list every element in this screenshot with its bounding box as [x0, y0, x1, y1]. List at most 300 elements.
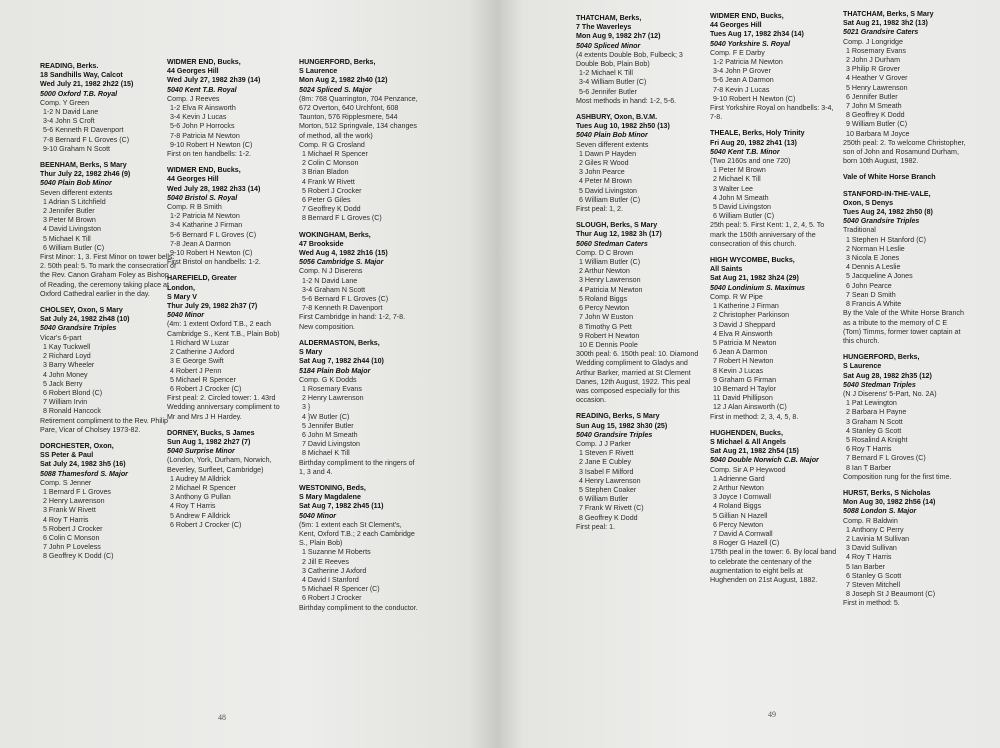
composition-line: (N J Diserens' 5-Part, No. 2A): [843, 389, 937, 398]
composition-line: Comp. R Baldwin: [843, 516, 898, 525]
ringer-line: 6 William Butler (C): [713, 212, 775, 221]
ringer-line: 9 Robert H Newton: [579, 331, 640, 340]
ringer-line: 3 Catherine J Axford: [302, 566, 367, 575]
ringer-line: 6 William Butler (C): [579, 195, 641, 204]
record-heading: WOKINGHAM, Berks,: [299, 230, 371, 239]
method-title: 5060 Stedman Caters: [576, 239, 648, 248]
ringer-line: 2 Michael K Till: [713, 175, 761, 184]
ringer-line: 5 Patricia M Newton: [713, 338, 777, 347]
record-heading: Thur July 22, 1982 2h46 (9): [40, 170, 131, 179]
composition-line: (London, York, Durham, Norwich, Beverley, Surfleet, Cambridge): [167, 456, 272, 474]
record-heading: 18 Sandhills Way, Calcot: [40, 71, 123, 80]
composition-line: Comp. F E Darby: [710, 48, 765, 57]
ringer-line: 1 Richard W Luzar: [170, 338, 229, 347]
composition-line: Comp. J Reeves: [167, 94, 220, 103]
record-heading: HUNGERFORD, Berks,: [843, 353, 920, 362]
ringer-line: 7-8 Bernard F L Groves (C): [43, 135, 130, 144]
method-title: 5040 Plain Bob Minor: [40, 179, 112, 188]
record-heading: 44 Georges Hill: [167, 67, 219, 76]
ringer-line: 8 Ian T Barber: [846, 463, 892, 472]
ringer-line: 4 Robert J Penn: [170, 366, 222, 375]
composition-line: (5m: 1 extent each St Clement's, Kent, Oxford T.B.; 2 each Cambridge S., Plain Bob): [299, 520, 415, 548]
ringer-line: 5-6 Kenneth R Davenport: [43, 126, 124, 135]
record-heading: HUNGERFORD, Berks,: [299, 58, 376, 66]
ringer-line: 2 Lavinia M Sullivan: [846, 534, 910, 543]
ringer-line: 1 Anthony C Perry: [846, 525, 904, 534]
peal-record: [167, 166, 287, 267]
peal-record: [710, 429, 838, 585]
ringer-line: 9 Graham G Firman: [713, 375, 777, 384]
record-heading: 7 The Waverleys: [576, 23, 632, 32]
record-heading: WIDMER END, Bucks,: [710, 12, 784, 20]
ringer-line: 1 William Butler (C): [579, 258, 641, 267]
record-heading: HUGHENDEN, Bucks,: [710, 428, 783, 437]
peal-record: [710, 256, 838, 422]
ringer-line: 6 Robert J Crocker: [302, 594, 362, 603]
right-page-number: 49: [768, 710, 776, 719]
ringer-line: 7 Frank W Rivett (C): [579, 504, 644, 513]
peal-record: [40, 62, 176, 154]
ringer-line: 1 Dawn P Hayden: [579, 149, 637, 158]
method-title: 5040 Plain Bob Minor: [576, 131, 648, 140]
peal-record: [843, 190, 967, 346]
ringer-line: 1 Pat Lewington: [846, 399, 897, 408]
ringer-line: 3 Barry Wheeler: [43, 361, 95, 370]
ringer-line: 2 Arthur Newton: [579, 267, 630, 276]
method-title: 5040 Grandsire Triples: [576, 430, 653, 439]
record-heading: Sat Aug 28, 1982 2h35 (12): [843, 371, 932, 380]
ringer-line: 3 David Sullivan: [846, 544, 897, 553]
record-heading: Sat Aug 21, 1982 3h2 (13): [843, 19, 928, 28]
ringer-line: 3 John Pearce: [579, 168, 625, 177]
ringer-line: 3-4 William Butler (C): [579, 78, 647, 87]
record-heading: Tues Aug 10, 1982 2h50 (13): [576, 122, 670, 131]
peal-record: [299, 58, 419, 224]
composition-line: Comp. G K Dodds: [299, 375, 357, 384]
peal-record: [710, 129, 838, 249]
ringer-line: 6 Jennifer Butler: [846, 92, 898, 101]
ringer-line: 4 Roy T Harris: [43, 515, 89, 524]
ringer-line: 3 Graham N Scott: [846, 417, 903, 426]
ringer-line: 4 David Livingston: [43, 225, 101, 234]
method-title: 5040 Stedman Triples: [843, 380, 916, 389]
ringer-line: 5-6 Bernard F L Groves (C): [170, 230, 257, 239]
record-heading: SLOUGH, Berks, S Mary: [576, 221, 658, 230]
record-heading: Sat Aug 21, 1982 2h54 (15): [710, 447, 799, 456]
ringer-line: 4 John Money: [43, 370, 88, 379]
record-heading: S Laurence: [843, 362, 882, 371]
record-heading: Wed Aug 4, 1982 2h16 (15): [299, 249, 388, 258]
ringer-line: 5 Robert J Crocker: [302, 186, 362, 195]
ringer-line: 6 John M Smeath: [302, 430, 358, 439]
composition-line: Comp. N J Diserens: [299, 267, 363, 276]
footnote: First peal: 1, 2.: [576, 205, 623, 214]
peal-record: [299, 231, 419, 332]
ringer-line: 1-2 Patricia M Newton: [170, 212, 240, 221]
peal-record: [167, 58, 287, 159]
ringer-line: 2 Colin C Monson: [302, 159, 359, 168]
left-column-1: [40, 62, 176, 569]
record-heading: HAREFIELD, Greater: [167, 274, 237, 283]
ringer-line: 5 Stephen Coaker: [579, 485, 637, 494]
ringer-line: 2 Jennifer Butler: [43, 207, 95, 216]
record-heading: Sat Aug 21, 1982 3h24 (29): [710, 274, 799, 283]
record-heading: S Mary Magdalene: [299, 493, 361, 502]
record-heading: Fri Aug 20, 1982 2h41 (13): [710, 138, 797, 147]
method-title: 5040 Bristol S. Royal: [167, 193, 238, 202]
ringer-line: 1-2 N David Lane: [302, 276, 358, 285]
ringer-line: 7 William Irvin: [43, 398, 88, 407]
ringer-line: 8 Ronald Hancock: [43, 407, 101, 416]
ringer-line: 9-10 Robert H Newton (C): [170, 249, 253, 258]
composition-line: (Two 2160s and one 720): [710, 157, 791, 166]
ringer-line: 10 Bernard H Taylor: [713, 384, 776, 393]
ringer-line: 5-6 Jean A Darmon: [713, 76, 774, 85]
method-title: 5024 Spliced S. Major: [299, 85, 372, 94]
ringer-line: 5 David Livingston: [713, 203, 771, 212]
ringer-line: 6 Robert J Crocker (C): [170, 384, 242, 393]
composition-line: Comp. R W Pipe: [710, 292, 763, 301]
ringer-line: 5 Henry Lawrenson: [846, 83, 908, 92]
record-heading: Wed July 27, 1982 2h39 (14): [167, 76, 261, 85]
ringer-line: 3-4 Kevin J Lucas: [170, 113, 227, 122]
ringer-line: 1 Adrian S Litchfield: [43, 197, 106, 206]
right-page: [498, 0, 1000, 748]
ringer-line: 3-4 Katharine J Firman: [170, 221, 243, 230]
record-heading: WIDMER END, Bucks,: [167, 58, 241, 66]
record-heading: 44 Georges Hill: [167, 175, 219, 184]
ringer-line: 6 Robert J Crocker (C): [170, 520, 242, 529]
ringer-line: 10 Barbara M Joyce: [846, 129, 910, 138]
ringer-line: 3 Peter M Brown: [43, 216, 96, 225]
ringer-line: 6 Jean A Darmon: [713, 348, 768, 357]
ringer-line: 7 Steven Mitchell: [846, 580, 901, 589]
record-heading: DORNEY, Bucks, S James: [167, 428, 255, 437]
record-heading: S Mary: [299, 348, 323, 357]
peal-record: [843, 173, 967, 182]
ringer-line: 3-4 John S Croft: [43, 117, 95, 126]
peal-record: [843, 489, 967, 609]
composition-line: Comp. R B Smith: [167, 203, 222, 212]
ringer-line: 7 Robert H Newton: [713, 357, 774, 366]
ringer-line: 3 Henry Lawrenson: [579, 276, 641, 285]
ringer-line: 7-8 Kenneth R Davenport: [302, 304, 383, 313]
ringer-line: 6 William Butler: [579, 495, 629, 504]
ringer-line: 6 Roy T Harris: [846, 445, 892, 454]
record-heading: Sat July 24, 1982 3h5 (16): [40, 460, 126, 469]
ringer-line: 3 Anthony G Pullan: [170, 493, 231, 502]
method-title: 5040 Grandsire Triples: [40, 324, 117, 333]
record-heading: THATCHAM, Berks,: [576, 14, 642, 22]
ringer-line: 4 Roy T Harris: [170, 502, 216, 511]
ringer-line: 5 Ian Barber: [846, 562, 886, 571]
record-heading: Mon Aug 9, 1982 2h7 (12): [576, 32, 661, 41]
ringer-line: 3 Isabel F Milford: [579, 467, 634, 476]
footnote: 175th peal in the tower: 6. By local band to celebrate the centenary of the augmentation to eight bells at Hughenden on 21st August, 1882.: [710, 548, 837, 584]
footnote: First peal: 2. Circled tower: 1. 43rd Wedding anniversary compliment to Mr and Mrs J H Hardey.: [167, 394, 280, 421]
ringer-line: 3 }: [302, 403, 311, 412]
ringer-line: 2 Richard Loyd: [43, 352, 91, 361]
ringer-line: 2 Jane E Cubley: [579, 458, 632, 467]
composition-line: Traditional: [843, 226, 876, 235]
ringer-line: 8 Timothy G Pett: [579, 322, 632, 331]
ringer-line: 3 Nicola E Jones: [846, 254, 900, 263]
record-heading: THATCHAM, Berks, S Mary: [843, 10, 934, 18]
ringer-line: 12 J Alan Ainsworth (C): [713, 403, 787, 412]
ringer-line: 5-6 John P Horrocks: [170, 122, 235, 131]
peal-record: [576, 113, 700, 214]
ringer-line: 11 David Phillipson: [713, 394, 773, 403]
ringer-line: 5 Jacqueline A Jones: [846, 272, 913, 281]
record-heading: All Saints: [710, 265, 743, 274]
ringer-line: 5 Michael R Spencer: [170, 375, 236, 384]
ringer-line: 4 Stanley G Scott: [846, 426, 902, 435]
peal-record: [576, 14, 700, 106]
ringer-line: 1 Adrienne Gard: [713, 474, 765, 483]
peal-record: [710, 12, 838, 122]
record-heading: Sat Aug 7, 1982 2h44 (10): [299, 357, 384, 366]
footnote: First peal: 1.: [576, 522, 616, 531]
ringer-line: 2 Christopher Parkinson: [713, 311, 790, 320]
ringer-line: 3 Frank W Rivett: [43, 506, 96, 515]
record-heading: Oxon, S Denys: [843, 198, 894, 207]
method-title: 5040 Minor: [167, 311, 205, 320]
ringer-line: 4 Patricia M Newton: [579, 285, 643, 294]
method-title: 5040 Yorkshire S. Royal: [710, 39, 791, 48]
record-heading: 47 Brookside: [299, 239, 344, 248]
ringer-line: 8 Roger G Hazell (C): [713, 539, 780, 548]
ringer-line: 7-8 Kevin J Lucas: [713, 85, 770, 94]
record-heading: Vale of White Horse Branch: [843, 173, 936, 182]
peal-record: [299, 339, 419, 477]
method-title: 5040 Grandsire Triples: [843, 217, 920, 226]
ringer-line: 10 E Dennis Poole: [579, 340, 638, 349]
record-heading: Mon Aug 30, 1982 2h56 (14): [843, 498, 936, 507]
ringer-line: 4 Elva R Ainsworth: [713, 329, 773, 338]
ringer-line: 8 Geoffrey K Dodd: [846, 111, 905, 120]
peal-record: [843, 353, 967, 482]
method-title: 5021 Grandsire Caters: [843, 28, 919, 37]
record-heading: ALDERMASTON, Berks,: [299, 338, 380, 347]
ringer-line: 4 Henry Lawrenson: [579, 476, 641, 485]
ringer-line: 5 Jack Berry: [43, 379, 83, 388]
record-heading: Sun Aug 15, 1982 3h30 (25): [576, 421, 668, 430]
record-heading: Mon Aug 2, 1982 2h40 (12): [299, 76, 388, 85]
peal-record: [576, 221, 700, 405]
ringer-line: 5 Roland Biggs: [579, 294, 628, 303]
footnote: First Minor: 1, 3. First Minor on tower bells: 2. 50th peal: 5. To mark the consecration of the Rev. Canon Graham Foley as Bishop of Reading, the ceremony taking place at Oxford Cathedral earlier in the day.: [40, 253, 176, 298]
ringer-line: 6 Percy Newton: [579, 304, 630, 313]
ringer-line: 1-2 N David Lane: [43, 108, 99, 117]
composition-line: Comp. Sir A P Heywood: [710, 465, 786, 474]
ringer-line: 7-8 Patricia M Newton: [170, 131, 240, 140]
ringer-line: 2 Giles R Wood: [579, 159, 629, 168]
ringer-line: 1 Steven F Rivett: [579, 449, 634, 458]
ringer-line: 1 Bernard F L Groves: [43, 487, 111, 496]
record-heading: READING, Berks, S Mary: [576, 412, 660, 421]
ringer-line: 5-6 Bernard F L Groves (C): [302, 295, 389, 304]
ringer-line: 3 Philip R Grover: [846, 65, 901, 74]
ringer-line: 2 Henry Lawrenson: [43, 497, 105, 506]
record-heading: Thur July 29, 1982 2h37 (7): [167, 302, 258, 311]
ringer-line: 1-2 Patricia M Newton: [713, 58, 783, 67]
ringer-line: 3-4 Graham N Scott: [302, 285, 366, 294]
method-title: 5088 Thamesford S. Major: [40, 469, 128, 478]
footnote: First on ten handbells: 1-2.: [167, 150, 251, 159]
ringer-line: 8 Geoffrey K Dodd: [579, 513, 638, 522]
composition-line: (8m: 768 Quarrington, 704 Penzance, 672 Overton, 640 Urchfont, 608 Taunton, 576 Ripplesmere, 544 Morton, 512 Springvale, 134 changes of method, all the work): [299, 94, 418, 140]
ringer-line: 3 Joyce I Cornwall: [713, 493, 771, 502]
left-page-number: 48: [218, 713, 226, 722]
ringer-line: 1 Suzanne M Roberts: [302, 548, 371, 557]
method-title: 5040 Spliced Minor: [576, 41, 641, 50]
record-heading: THEALE, Berks, Holy Trinity: [710, 129, 805, 138]
ringer-line: 6 John Pearce: [846, 281, 892, 290]
ringer-line: 1 Katherine J Firman: [713, 302, 779, 311]
record-heading: WIDMER END, Bucks,: [167, 166, 241, 175]
ringer-line: 4 Heather V Grover: [846, 74, 908, 83]
method-title: 5088 London S. Major: [843, 507, 917, 516]
record-heading: DORCHESTER, Oxon,: [40, 441, 114, 450]
ringer-line: 2 Michael R Spencer: [170, 483, 236, 492]
ringer-line: 2 Henry Lawrenson: [302, 394, 364, 403]
ringer-line: 8 Geoffrey K Dodd (C): [43, 552, 114, 561]
ringer-line: 7 John W Euston: [579, 313, 634, 322]
footnote: First Cambridge in hand: 1-2, 7-8. New composition.: [299, 313, 406, 331]
ringer-line: 2 Catherine J Axford: [170, 348, 235, 357]
ringer-line: 5 David Livingston: [579, 186, 637, 195]
composition-line: Seven different extents: [40, 188, 113, 197]
record-heading: Sat July 24, 1982 2h48 (10): [40, 315, 130, 324]
peal-record: [167, 429, 287, 530]
composition-line: (4 extents Double Bob, Fulbeck; 3 Double Bob, Plain Bob): [576, 50, 683, 69]
ringer-line: 1-2 Michael K Till: [579, 69, 634, 78]
peal-record: [576, 412, 700, 532]
right-column-1: [576, 14, 700, 539]
ringer-line: 6 Stanley G Scott: [846, 571, 902, 580]
ringer-line: 8 Michael K Till: [302, 449, 350, 458]
ringer-line: 8 Francis A White: [846, 300, 902, 309]
ringer-line: 2 Barbara H Payne: [846, 408, 907, 417]
composition-line: Comp. R G Crosland: [299, 140, 365, 149]
ringer-line: 9-10 Robert H Newton (C): [170, 140, 253, 149]
ringer-line: 7 John P Loveless: [43, 543, 101, 552]
ringer-line: 2 Arthur Newton: [713, 483, 764, 492]
ringer-line: 5 Robert J Crocker: [43, 524, 103, 533]
method-title: 5040 Minor: [299, 511, 337, 520]
ringer-line: 8 Joseph St J Beaumont (C): [846, 590, 936, 599]
left-column-3: [299, 58, 419, 620]
method-title: 5040 Double Norwich C.B. Major: [710, 456, 819, 465]
ringer-line: 5 Michael R Spencer (C): [302, 585, 380, 594]
method-title: 5184 Plain Bob Major: [299, 366, 371, 375]
ringer-line: 7 Bernard F L Groves (C): [846, 454, 926, 463]
record-heading: S Laurence: [299, 67, 338, 76]
ringer-line: 7 John M Smeath: [846, 102, 902, 111]
method-title: 5040 Londinium S. Maximus: [710, 283, 806, 292]
ringer-line: 7 Sean D Smith: [846, 290, 896, 299]
ringer-line: 7 David A Cornwall: [713, 529, 773, 538]
ringer-line: 3 Walter Lee: [713, 184, 753, 193]
record-heading: HURST, Berks, S Nicholas: [843, 488, 931, 497]
ringer-line: 9-10 Graham N Scott: [43, 144, 111, 153]
record-heading: BEENHAM, Berks, S Mary: [40, 161, 127, 170]
footnote: Composition rung for the first time.: [843, 472, 952, 481]
ringer-line: 5-6 Jennifer Butler: [579, 87, 637, 96]
ringer-line: 5 Gillian N Hazell: [713, 511, 768, 520]
method-title: 5000 Oxford T.B. Royal: [40, 89, 118, 98]
ringer-line: 7-8 Jean A Darmon: [170, 239, 231, 248]
composition-line: Comp. Y Green: [40, 98, 90, 107]
peal-record: [40, 442, 176, 562]
footnote: 250th peal: 2. To welcome Christopher, son of John and Rosamund Durham, born 10th August, 1982.: [843, 138, 966, 166]
ringer-line: 1 Audrey M Alldrick: [170, 474, 231, 483]
ringer-line: 9 William Butler (C): [846, 120, 908, 129]
ringer-line: 6 William Butler (C): [43, 243, 105, 252]
record-heading: HIGH WYCOMBE, Bucks,: [710, 256, 795, 265]
footnote: First in method: 2, 3, 4, 5, 8.: [710, 412, 799, 421]
composition-line: Comp. J J Parker: [576, 439, 631, 448]
ringer-line: 3 David J Sheppard: [713, 320, 776, 329]
ringer-line: 4 Roy T Harris: [846, 553, 892, 562]
record-heading: Sat Aug 7, 1982 2h45 (11): [299, 502, 384, 511]
record-heading: Thur Aug 12, 1982 3h (17): [576, 230, 662, 239]
method-title: 5040 Kent T.B. Minor: [710, 147, 780, 156]
ringer-line: 4 Roland Biggs: [713, 502, 762, 511]
composition-line: Vicar's 6-part: [40, 333, 82, 342]
ringer-line: 7 Geoffrey K Dodd: [302, 205, 361, 214]
ringer-line: 5 Michael K Till: [43, 234, 91, 243]
record-heading: SS Peter & Paul: [40, 451, 94, 460]
footnote: By the Vale of the White Horse Branch as a tribute to the memory of C E (Tom) Timms, former tower captain at this church.: [843, 309, 964, 345]
ringer-line: 1 Stephen H Stanford (C): [846, 235, 927, 244]
record-heading: WESTONING, Beds,: [299, 483, 366, 492]
ringer-line: 6 Robert Blond (C): [43, 388, 103, 397]
ringer-line: 1 Peter M Brown: [713, 166, 766, 175]
footnote: Retirement compliment to the Rev. Philip Pare, Vicar of Cholsey 1973-82.: [40, 416, 169, 434]
record-heading: READING, Berks.: [40, 62, 99, 70]
composition-line: Seven different extents: [576, 140, 649, 149]
peal-record: [167, 274, 287, 421]
footnote: Birthday compliment to the ringers of 1, 3 and 4.: [299, 458, 415, 476]
record-heading: Tues Aug 17, 1982 2h34 (14): [710, 30, 804, 39]
ringer-line: 4 John M Smeath: [713, 193, 769, 202]
record-heading: 44 Georges Hill: [710, 21, 762, 30]
ringer-line: 3-4 John P Grover: [713, 67, 771, 76]
ringer-line: 5 Rosalind A Knight: [846, 435, 908, 444]
composition-line: Comp. J Longridge: [843, 37, 903, 46]
record-heading: London,: [167, 283, 195, 292]
ringer-line: 2 John J Durham: [846, 56, 901, 65]
ringer-line: 1-2 Elva R Ainsworth: [170, 104, 236, 113]
record-heading: Wed July 28, 1982 2h33 (14): [167, 184, 261, 193]
right-column-3: [843, 10, 967, 616]
ringer-line: 9-10 Robert H Newton (C): [713, 94, 796, 103]
ringer-line: 6 Percy Newton: [713, 520, 764, 529]
left-page: [0, 0, 498, 748]
record-heading: CHOLSEY, Oxon, S Mary: [40, 306, 123, 315]
footnote: First Yorkshire Royal on handbells: 3-4, 7-8.: [710, 104, 834, 122]
record-heading: Wed July 21, 1982 2h22 (15): [40, 80, 134, 89]
ringer-line: 2 Norman H Leslie: [846, 244, 905, 253]
peal-record: [299, 484, 419, 613]
footnote: Birthday compliment to the conductor.: [299, 603, 418, 612]
method-title: 5040 Surprise Minor: [167, 447, 235, 456]
ringer-line: 1 Rosemary Evans: [846, 46, 906, 55]
method-title: 5056 Cambridge S. Major: [299, 258, 384, 267]
ringer-line: 5 Andrew F Alldrick: [170, 511, 231, 520]
ringer-line: 5 Jennifer Butler: [302, 421, 354, 430]
